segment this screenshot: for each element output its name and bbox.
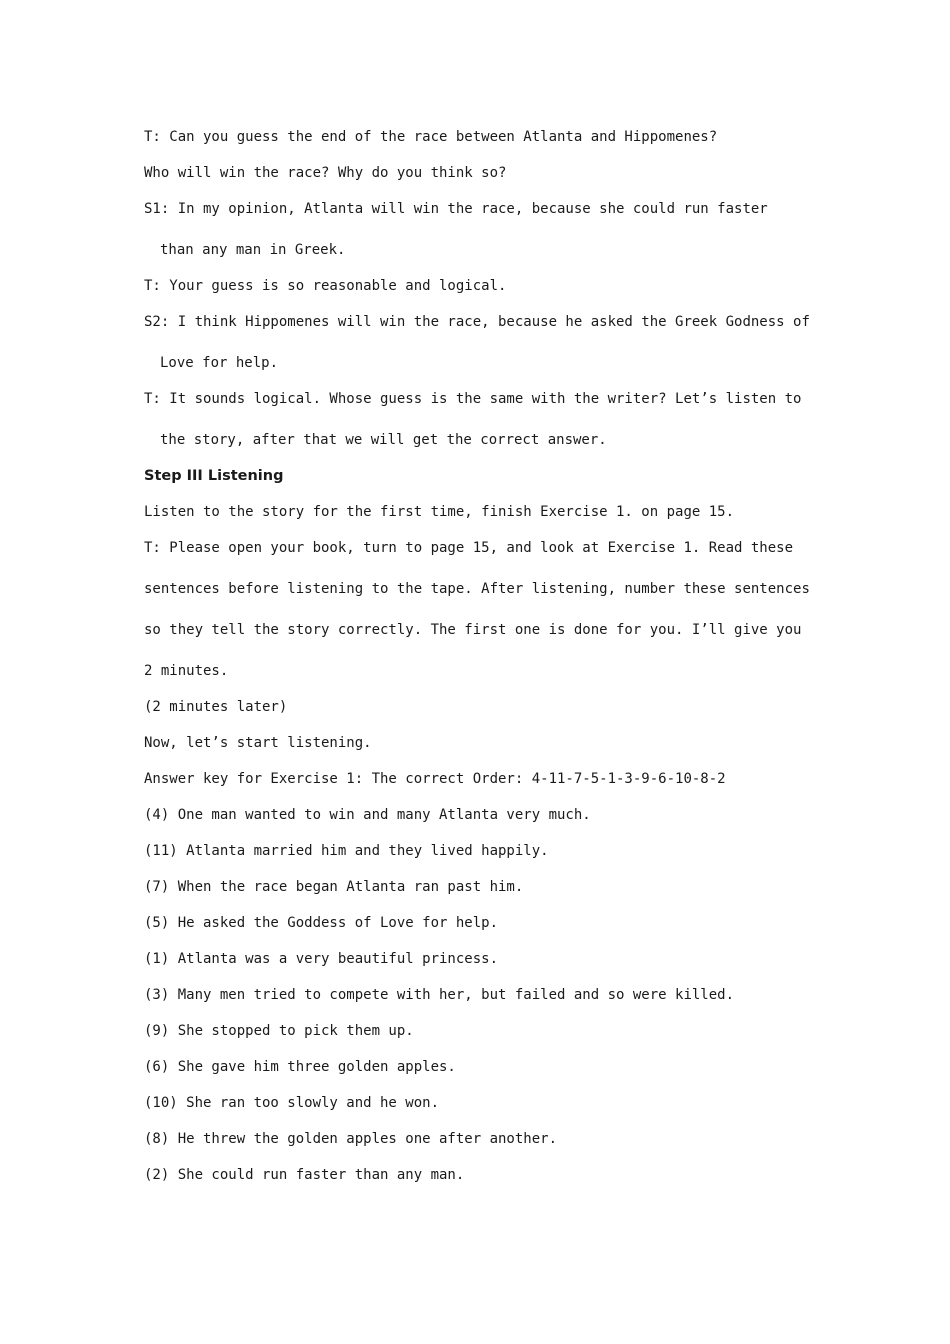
sentence-item: (9) She stopped to pick them up. (144, 1023, 414, 1039)
instruction-line: T: Please open your book, turn to page 15, and look at Exercise 1. Read these (144, 540, 794, 556)
sentence-item: (11) Atlanta married him and they lived happily. (144, 843, 549, 859)
dialogue-line: S2: I think Hippomenes will win the race, because he asked the Greek Godness of (144, 314, 810, 330)
sentence-item: (5) He asked the Goddess of Love for help. (144, 915, 499, 931)
dialogue-line: T: It sounds logical. Whose guess is the same with the writer? Let’s listen to (144, 391, 802, 407)
sentence-item: (6) She gave him three golden apples. (144, 1059, 456, 1075)
dialogue-line: than any man in Greek. (160, 242, 346, 258)
sentence-item: (4) One man wanted to win and many Atlanta very much. (144, 807, 591, 823)
sentence-item: (1) Atlanta was a very beautiful princess. (144, 951, 499, 967)
instruction-line: so they tell the story correctly. The first one is done for you. I’ll give you (144, 622, 802, 638)
section-intro: Listen to the story for the first time, finish Exercise 1. on page 15. (144, 504, 735, 520)
instruction-line: 2 minutes. (144, 663, 229, 679)
dialogue-line: T: Can you guess the end of the race between Atlanta and Hippomenes? (144, 129, 718, 145)
dialogue-line: Who will win the race? Why do you think so? (144, 165, 507, 181)
later-note: (2 minutes later) (144, 699, 288, 715)
sentence-item: (10) She ran too slowly and he won. (144, 1095, 440, 1111)
sentence-item: (3) Many men tried to compete with her, but failed and so were killed. (144, 987, 735, 1003)
dialogue-line: T: Your guess is so reasonable and logical. (144, 278, 507, 294)
dialogue-line: S1: In my opinion, Atlanta will win the race, because she could run faster (144, 201, 768, 217)
answer-key: Answer key for Exercise 1: The correct Order: 4-11-7-5-1-3-9-6-10-8-2 (144, 771, 726, 787)
dialogue-line: Love for help. (160, 355, 279, 371)
dialogue-line: the story, after that we will get the correct answer. (160, 432, 607, 448)
sentence-item: (8) He threw the golden apples one after another. (144, 1131, 558, 1147)
start-note: Now, let’s start listening. (144, 735, 372, 751)
sentence-item: (7) When the race began Atlanta ran past him. (144, 879, 524, 895)
sentence-item: (2) She could run faster than any man. (144, 1167, 465, 1183)
instruction-line: sentences before listening to the tape. After listening, number these sentences (144, 581, 810, 597)
section-heading: Step III Listening (144, 468, 284, 484)
